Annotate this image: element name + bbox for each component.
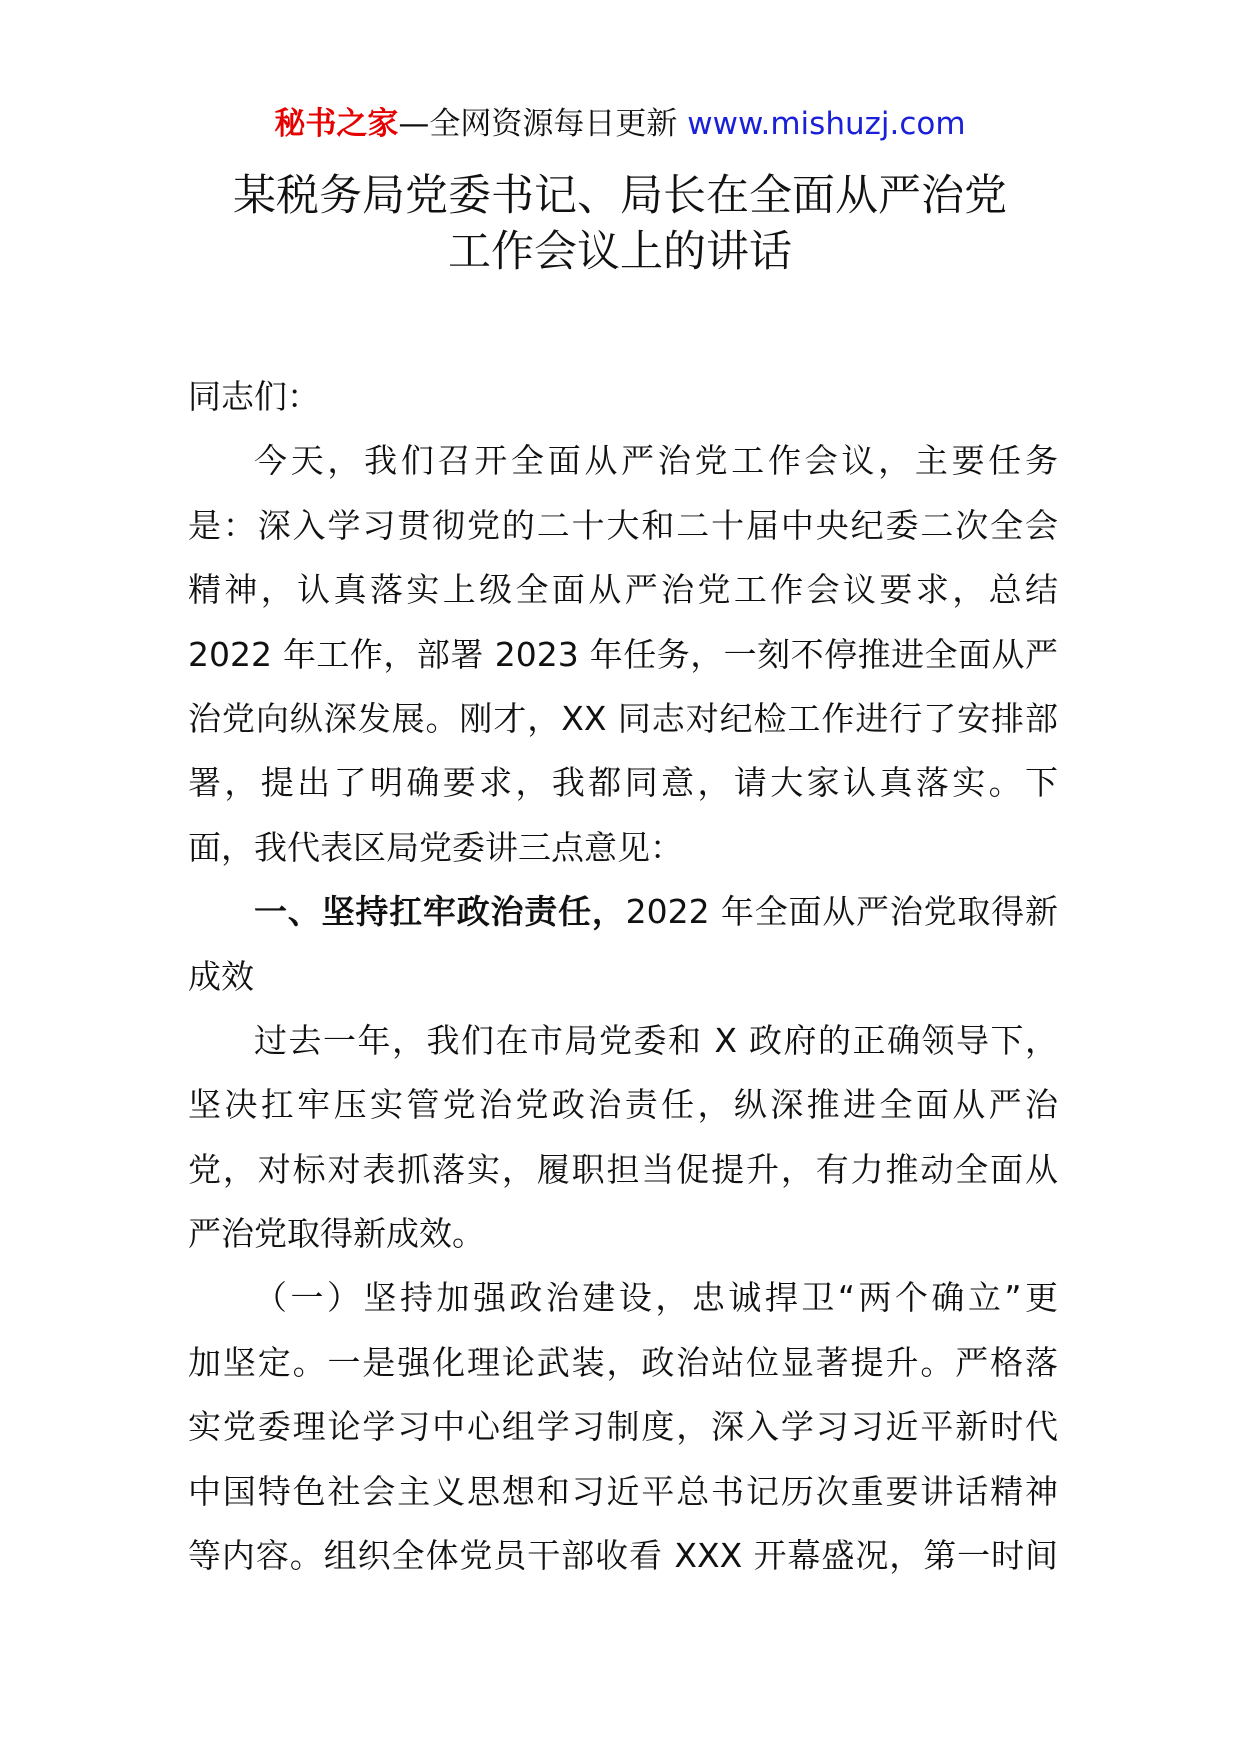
paragraph-line: 治党向纵深发展。刚才，XX 同志对纪检工作进行了安排部: [188, 698, 1058, 738]
section-heading-1: [188, 880, 1058, 1009]
paragraph-line: 严治党取得新成效。: [188, 1214, 485, 1254]
document-title: [0, 168, 1240, 280]
title-line-2: 工作会议上的讲话: [448, 227, 792, 277]
paragraph-line: 中国特色社会主义思想和习近平总书记历次重要讲话精神: [188, 1471, 1058, 1511]
site-header: [0, 102, 1240, 146]
paragraph-line: 等内容。组织全体党员干部收看 XXX 开幕盛况，第一时间: [188, 1536, 1058, 1576]
title-line-1: 某税务局党委书记、局长在全面从严治党: [233, 171, 1007, 221]
paragraph-line: 署，提出了明确要求，我都同意，请大家认真落实。下: [188, 763, 1058, 803]
document-body: [188, 365, 1058, 1588]
site-brand: 秘书之家: [274, 106, 399, 142]
site-url-link[interactable]: www.mishuzj.com: [687, 106, 966, 142]
paragraph-line: 精神，认真落实上级全面从严治党工作会议要求，总结: [188, 570, 1058, 610]
paragraph-line: 过去一年，我们在市局党委和 X 政府的正确领导下，: [254, 1020, 1058, 1060]
paragraph-subsection-1: [188, 1266, 1058, 1588]
heading-rest-text: 2022 年全面从严治党取得新: [625, 892, 1058, 932]
paragraph-line: 今天，我们召开全面从严治党工作会议，主要任务: [254, 441, 1058, 481]
site-tagline: —全网资源每日更新: [398, 106, 678, 142]
paragraph-line: 面，我代表区局党委讲三点意见：: [188, 827, 683, 867]
paragraph-review: [188, 1009, 1058, 1267]
heading-line: 成效: [188, 956, 254, 996]
paragraph-line: 党，对标对表抓落实，履职担当促提升，有力推动全面从: [188, 1149, 1058, 1189]
paragraph-line: 是：深入学习贯彻党的二十大和二十届中央纪委二次全会: [188, 505, 1058, 545]
salutation: 同志们：: [188, 377, 320, 416]
paragraph-intro: [188, 429, 1058, 880]
paragraph-line: 加坚定。一是强化理论武装，政治站位显著提升。严格落: [188, 1342, 1058, 1382]
paragraph-line: 2022 年工作，部署 2023 年任务，一刻不停推进全面从严: [188, 634, 1058, 674]
paragraph-line: 坚决扛牢压实管党治党政治责任，纵深推进全面从严治: [188, 1085, 1058, 1125]
heading-line: [188, 880, 1058, 944]
paragraph-line: （一）坚持加强政治建设，忠诚捍卫“两个确立”更: [254, 1278, 1058, 1318]
heading-bold-text: 一、坚持扛牢政治责任，: [254, 892, 626, 932]
paragraph-line: 实党委理论学习中心组学习制度，深入学习习近平新时代: [188, 1407, 1058, 1447]
